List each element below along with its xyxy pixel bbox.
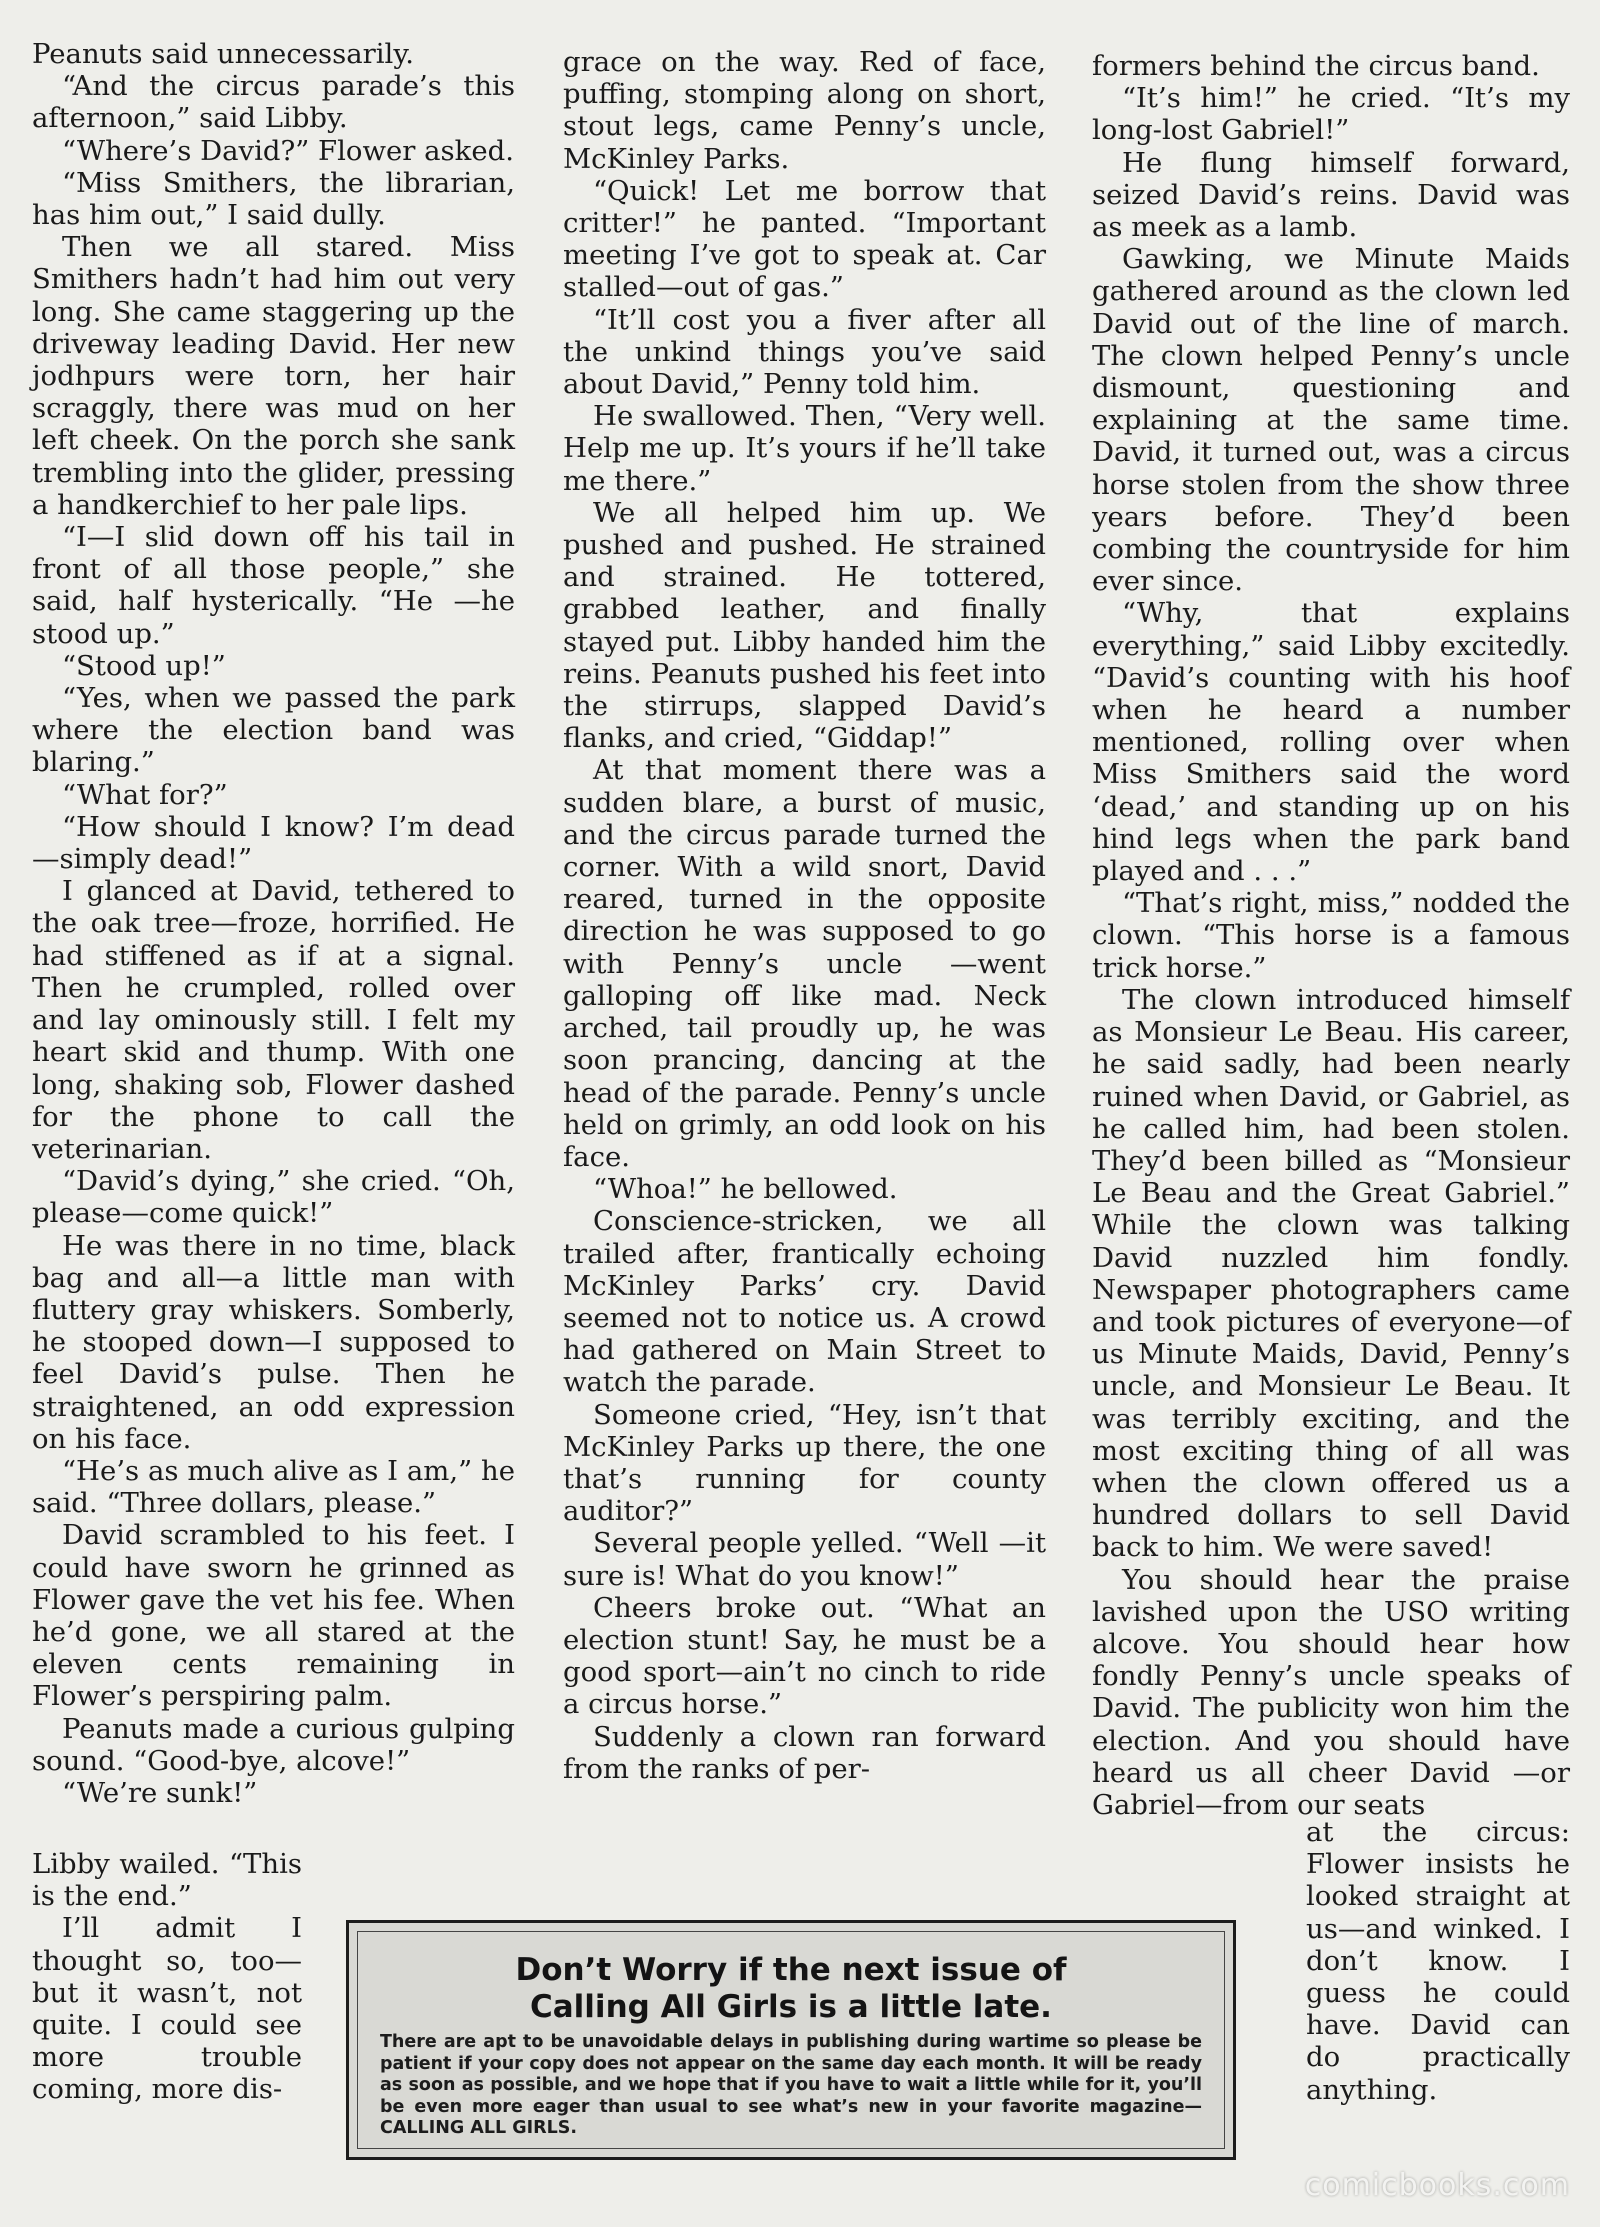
paragraph: “Miss Smithers, the librarian, has him out,” I said dully. — [32, 166, 515, 232]
paragraph: “It’s him!” he cried. “It’s my long-lost Gabriel!” — [1092, 82, 1570, 147]
paragraph: “What for?” — [62, 778, 228, 811]
paragraph: Peanuts said unnecessarily. — [32, 38, 414, 70]
paragraph: Suddenly a clown ran forward from the ranks of per- — [563, 1720, 1046, 1785]
paragraph: “David’s dying,” she cried. “Oh, please—come quick!” — [32, 1165, 515, 1230]
paragraph: Cheers broke out. “What an election stunt! Say, he must be a good sport—ain’t no cinch to ride a circus horse.” — [563, 1591, 1046, 1721]
paragraph: “It’ll cost you a fiver after all the unkind things you’ve said about David,” Penny told him. — [563, 303, 1046, 401]
text-column-1 — [32, 38, 515, 1809]
paragraph: “Stood up!” — [62, 649, 226, 682]
paragraph: “And the circus parade’s this afternoon,” said Libby. — [32, 70, 515, 135]
notice-body: There are apt to be unavoidable delays in publishing during wartime so please be patient if your copy does not appear on the same day each month. It will be ready as soon as possible, and we hope that if you have to wait a little while for it, you’ll be even more eager than usual to see what’s new in your favorite magazine—CALLING ALL GIRLS. — [380, 2032, 1202, 2138]
paragraph: at the circus: Flower insists he looked straight at us—and winked. I don’t know. I guess he could have. David can do practically anything. — [1306, 1816, 1570, 2106]
paragraph: “Yes, when we passed the park where the election band was blaring.” — [32, 682, 515, 779]
paragraph: At that moment there was a sudden blare, a burst of music, and the circus parade turned the corner. With a wild snort, David reared, turned in the opposite direction he was supposed to go with Penny’s uncle —went galloping off like mad. Neck arched, tail proudly up, he was soon prancing, dancing at the head of the parade. Penny’s uncle held on grimly, an odd look on his face. — [563, 754, 1046, 1173]
text-column-2 — [563, 46, 1046, 1785]
paragraph: Gawking, we Minute Maids gathered around as the clown led David out of the line of march. The clown helped Penny’s uncle dismount, questioning and explaining at the same time. David, it turned out, was a circus horse stolen from the show three years before. They’d been combing the countryside for him ever since. — [1092, 243, 1570, 598]
paragraph: David scrambled to his feet. I could have sworn he grinned as Flower gave the vet his fee. When he’d gone, we all stared at the eleven cents remaining in Flower’s perspiring palm. — [32, 1519, 515, 1713]
publishing-notice-box — [346, 1920, 1236, 2160]
paragraph: He flung himself forward, seized David’s reins. David was as meek as a lamb. — [1092, 146, 1570, 244]
paragraph: grace on the way. Red of face, puffing, stomping along on short, stout legs, came Penny’s uncle, McKinley Parks. — [563, 46, 1046, 175]
paragraph: Conscience-stricken, we all trailed after, frantically echoing McKinley Parks’ cry. David seemed not to notice us. A crowd had gathered on Main Street to watch the parade. — [563, 1205, 1046, 1399]
text-column-1-bottom — [32, 1848, 302, 2106]
paragraph: “Why, that explains everything,” said Libby excitedly. “David’s counting with his hoof when he heard a number mentioned, rolling over when Miss Smithers said the word ‘dead,’ and standing up on his hind legs when the park band played and . . .” — [1092, 597, 1570, 888]
paragraph: Several people yelled. “Well —it sure is! What do you know!” — [563, 1527, 1046, 1592]
paragraph: He swallowed. Then, “Very well. Help me up. It’s yours if he’ll take me there.” — [563, 400, 1046, 497]
paragraph: I glanced at David, tethered to the oak tree—froze, horrified. He had stiffened as if at a signal. Then he crumpled, rolled over and lay ominously still. I felt my heart skid and thump. With one long, shaking sob, Flower dashed for the phone to call the veterinarian. — [32, 875, 515, 1165]
paragraph: “Quick! Let me borrow that critter!” he panted. “Important meeting I’ve got to speak at. Car stalled—out of gas.” — [563, 174, 1046, 304]
paragraph: “Where’s David?” Flower asked. — [62, 134, 514, 167]
paragraph: “I—I slid down off his tail in front of all those people,” she said, half hysterically. “He —he stood up.” — [32, 521, 515, 650]
paragraph: formers behind the circus band. — [1092, 50, 1540, 82]
paragraph: “That’s right, miss,” nodded the clown. “This horse is a famous trick horse.” — [1092, 887, 1570, 984]
paragraph: Someone cried, “Hey, isn’t that McKinley Parks up there, the one that’s running for county auditor?” — [563, 1398, 1046, 1528]
notice-headline-line1: Don’t Worry if the next issue of — [515, 1952, 1067, 1988]
notice-headline-line2: Calling All Girls is a little late. — [530, 1989, 1052, 2025]
paragraph: Libby wailed. “This is the end.” — [32, 1848, 302, 1913]
paragraph: “Whoa!” he bellowed. — [593, 1173, 898, 1206]
paragraph: I’ll admit I thought so, too—but it wasn’t, not quite. I could see more trouble coming, more dis- — [32, 1912, 302, 2106]
paragraph: The clown introduced himself as Monsieur Le Beau. His career, he said sadly, had been nearly ruined when David, or Gabriel, as he called him, had been stolen. They’d been billed as “Monsieur Le Beau and the Great Gabriel.” While the clown was talking David nuzzled him fondly. Newspaper photographers came and took pictures of everyone—of us Minute Maids, David, Penny’s uncle, and Monsieur Le Beau. It was terribly exciting, and the most exciting thing of all was when the clown offered us a hundred dollars to sell David back to him. We were saved! — [1092, 983, 1570, 1564]
text-column-3-bottom — [1306, 1816, 1570, 2106]
paragraph: Then we all stared. Miss Smithers hadn’t had him out very long. She came staggering up the driveway leading David. Her new jodhpurs were torn, her hair scraggly, there was mud on her left cheek. On the porch she sank trembling into the glider, pressing a handkerchief to her pale lips. — [32, 231, 515, 521]
paragraph: We all helped him up. We pushed and pushed. He strained and strained. He tottered, grabbed leather, and finally stayed put. Libby handed him the reins. Peanuts pushed his feet into the stirrups, slapped David’s flanks, and cried, “Giddap!” — [563, 496, 1046, 755]
paragraph: “He’s as much alive as I am,” he said. “Three dollars, please.” — [32, 1454, 515, 1520]
paragraph: Peanuts made a curious gulping sound. “Good-bye, alcove!” — [32, 1712, 515, 1777]
notice-inner-border — [357, 1931, 1225, 2149]
paragraph: “We’re sunk!” — [62, 1776, 258, 1809]
site-watermark: comicbooks.com — [1304, 2168, 1570, 2203]
paragraph: “How should I know? I’m dead—simply dead!” — [32, 810, 515, 876]
text-column-3 — [1092, 50, 1570, 1821]
paragraph: You should hear the praise lavished upon the USO writing alcove. You should hear how fondly Penny’s uncle speaks of David. The publicity won him the election. And you should have heard us all cheer David —or Gabriel—from our seats — [1092, 1563, 1570, 1821]
paragraph: He was there in no time, black bag and all—a little man with fluttery gray whiskers. Somberly, he stooped down—I supposed to feel David’s pulse. Then he straightened, an odd expression on his face. — [32, 1229, 515, 1455]
